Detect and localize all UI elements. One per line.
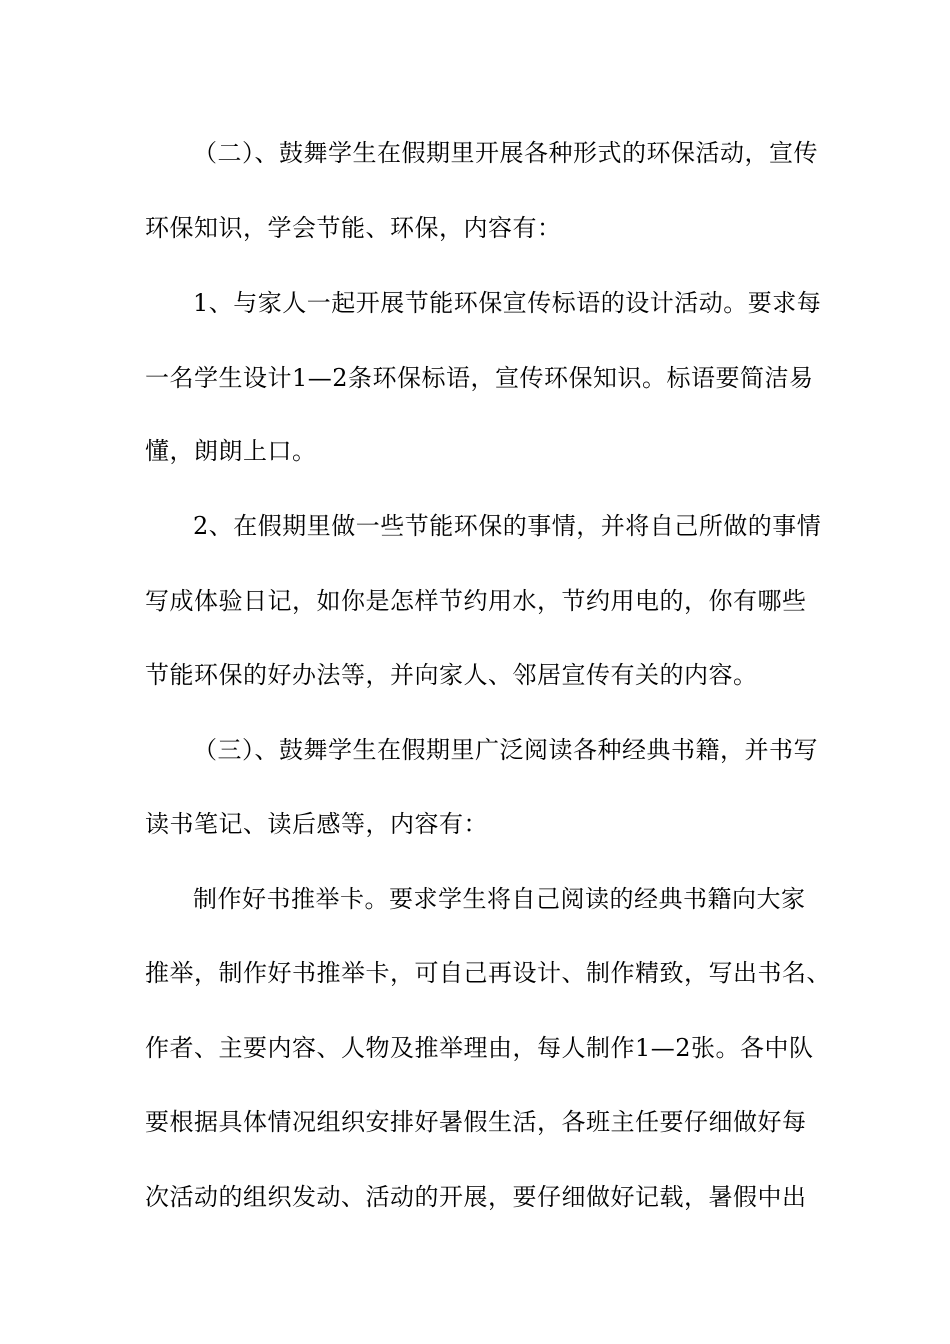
item-1-line-1: 1、与家人一起开展节能环保宣传标语的设计活动。要求每 (193, 289, 822, 317)
paragraph-2-line-1: （二）、鼓舞学生在假期里开展各种形式的环保活动，宣传 (193, 139, 818, 167)
item-2-line-2: 写成体验日记，如你是怎样节约用水，节约用电的，你有哪些 (145, 587, 807, 615)
item-1-line-2: 一名学生设计1—2条环保标语，宣传环保知识。标语要简洁易 (145, 364, 814, 392)
item-2-line-1: 2、在假期里做一些节能环保的事情，并将自己所做的事情 (193, 512, 822, 540)
paragraph-4-line-3: 作者、主要内容、人物及推举理由，每人制作1—2张。各中队 (145, 1034, 814, 1062)
paragraph-3-line-2: 读书笔记、读后感等，内容有： (145, 810, 488, 838)
paragraph-3-line-1: （三）、鼓舞学生在假期里广泛阅读各种经典书籍，并书写 (193, 736, 818, 764)
item-2-line-3: 节能环保的好办法等，并向家人、邻居宣传有关的内容。 (145, 661, 758, 689)
paragraph-2-line-2: 环保知识，学会节能、环保，内容有： (145, 214, 562, 242)
paragraph-4-line-5: 次活动的组织发动、活动的开展，要仔细做好记载，暑假中出 (145, 1183, 807, 1211)
paragraph-4-line-2: 推举，制作好书推举卡，可自己再设计、制作精致，写出书名、 (145, 959, 831, 987)
paragraph-4-line-4: 要根据具体情况组织安排好暑假生活，各班主任要仔细做好每 (145, 1108, 807, 1136)
item-1-line-3: 懂，朗朗上口。 (145, 437, 317, 465)
paragraph-4-line-1: 制作好书推举卡。要求学生将自己阅读的经典书籍向大家 (193, 885, 806, 913)
